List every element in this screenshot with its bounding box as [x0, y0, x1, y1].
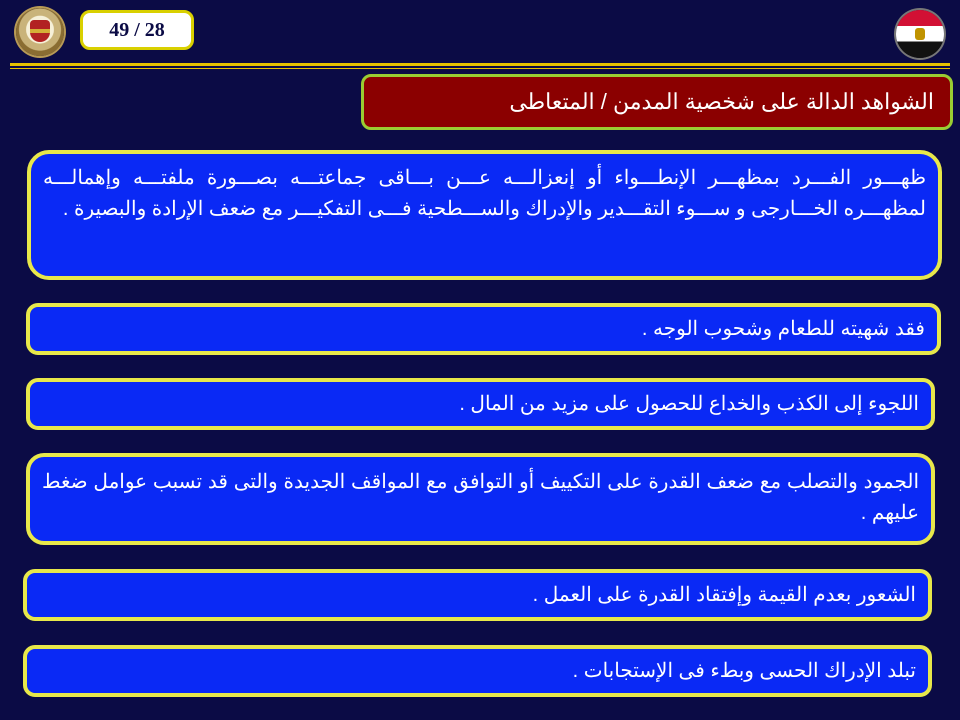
police-emblem-icon [16, 8, 64, 56]
point-box-3 [26, 378, 935, 430]
point-box-6 [23, 645, 932, 697]
slide-title-text: الشواهد الدالة على شخصية المدمن / المتعاطى [509, 89, 934, 114]
point-box-2 [26, 303, 941, 355]
point-text: ظهـــور الفـــرد بمظهـــر الإنطـــواء أو إنعزالـــه عـــن بـــاقى جماعتـــه بصـــورة ملفتـــه وإهمالـــه لمظهـــره الخـــارجى و ســـوء التقـــدير والإدراك والســـطحية فـــى التفكيـــر مع ضعف الإرادة والبصيرة . [43, 167, 926, 220]
point-box-4 [26, 453, 935, 545]
header-divider [10, 63, 950, 66]
egypt-flag-icon [896, 10, 944, 58]
point-text: الشعور بعدم القيمة وإفتقاد القدرة على العمل . [532, 584, 916, 606]
point-box-1 [27, 150, 942, 280]
point-text: فقد شهيته للطعام وشحوب الوجه . [641, 318, 925, 340]
point-box-5 [23, 569, 932, 621]
slide-title [361, 74, 953, 130]
point-text: الجمود والتصلب مع ضعف القدرة على التكييف أو التوافق مع المواقف الجديدة والتى قد تسبب عوامل ضغط عليهم . [42, 471, 919, 524]
page-counter: 49 / 28 [80, 10, 194, 50]
header-divider-thin [10, 68, 950, 69]
point-text: تبلد الإدراك الحسى وبطء فى الإستجابات . [572, 660, 916, 682]
point-text: اللجوء إلى الكذب والخداع للحصول على مزيد من المال . [459, 393, 919, 415]
